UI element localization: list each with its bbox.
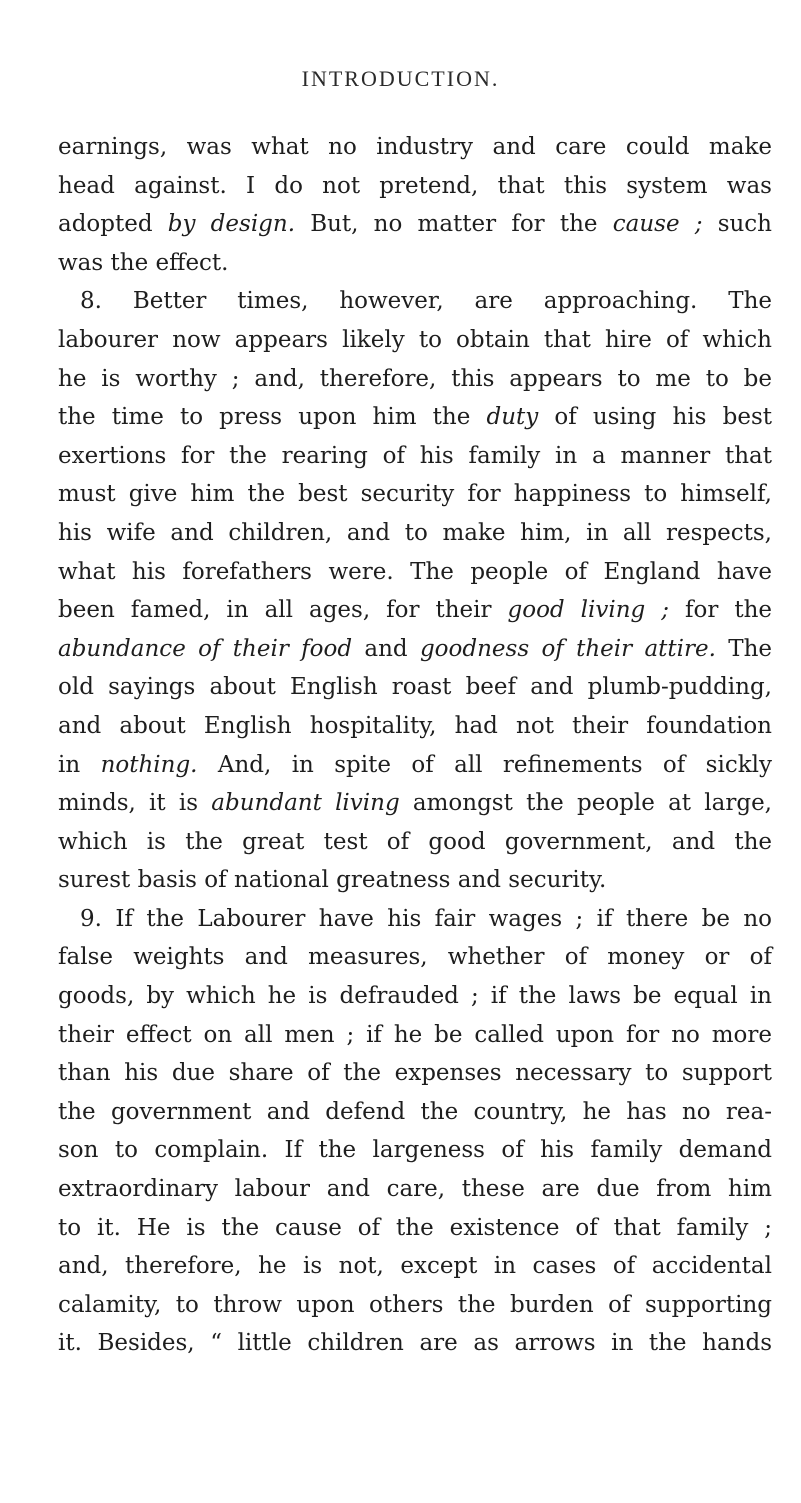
text-run: such bbox=[702, 211, 772, 238]
text-line bbox=[58, 1093, 772, 1132]
text-line bbox=[58, 823, 772, 862]
text-line bbox=[58, 668, 772, 707]
text-line bbox=[58, 514, 772, 553]
text-run: head against. I do not pretend, that this system was bbox=[58, 172, 772, 199]
text-line bbox=[58, 591, 772, 630]
text-run: the government and defend the country, he has no rea- bbox=[58, 1098, 772, 1125]
text-line bbox=[58, 1286, 772, 1325]
text-run: than his due share of the expenses necessary to support bbox=[58, 1060, 772, 1087]
text-line bbox=[58, 167, 772, 206]
text-run: exertions for the rearing of his family in a manner that bbox=[58, 442, 772, 469]
text-run: of using his best bbox=[538, 404, 772, 431]
text-line bbox=[58, 977, 772, 1016]
text-line bbox=[58, 1054, 772, 1093]
text-line bbox=[58, 784, 772, 823]
text-run: But, no matter for the bbox=[295, 211, 613, 238]
text-line bbox=[58, 360, 772, 399]
text-line bbox=[58, 630, 772, 669]
text-run: adopted bbox=[58, 211, 168, 238]
text-run: what his forefathers were. The people of England have bbox=[58, 558, 772, 585]
text-line bbox=[58, 475, 772, 514]
italic-phrase: abundance of their food bbox=[58, 635, 353, 662]
text-run: And, in spite of all refinements of sickly bbox=[197, 751, 772, 778]
text-line bbox=[58, 900, 772, 939]
text-run: The bbox=[715, 635, 773, 662]
text-run: which is the great test of good government, and the bbox=[58, 828, 772, 855]
text-run: extraordinary labour and care, these are due from him bbox=[58, 1176, 772, 1203]
text-run: it. Besides, “ little children are as arrows in the hands bbox=[58, 1330, 772, 1357]
text-run: their effect on all men ; if he be called upon for no more bbox=[58, 1021, 772, 1048]
italic-phrase: goodness of their attire. bbox=[419, 635, 716, 662]
italic-phrase: by design. bbox=[167, 211, 296, 238]
running-title: INTRODUCTION. bbox=[301, 66, 500, 91]
text-line bbox=[58, 282, 772, 321]
text-line bbox=[58, 321, 772, 360]
text-run: was the effect. bbox=[58, 249, 229, 276]
text-line bbox=[58, 553, 772, 592]
text-run: and about English hospitality, had not their foundation bbox=[58, 712, 772, 739]
text-run: son to complain. If the largeness of his family demand bbox=[58, 1137, 772, 1164]
text-line bbox=[58, 1324, 772, 1363]
text-run: minds, it is bbox=[58, 790, 212, 817]
text-line bbox=[58, 398, 772, 437]
text-run: for the bbox=[669, 597, 773, 624]
text-line bbox=[58, 437, 772, 476]
text-line bbox=[58, 938, 772, 977]
text-line bbox=[58, 128, 772, 167]
text-line bbox=[58, 746, 772, 785]
text-run: must give him the best security for happiness to himself, bbox=[58, 481, 772, 508]
italic-phrase: nothing. bbox=[100, 751, 198, 778]
text-run: his wife and children, and to make him, in all respects, bbox=[58, 519, 772, 546]
text-run: to it. He is the cause of the existence of that family ; bbox=[58, 1214, 772, 1241]
text-run: amongst the people at large, bbox=[399, 790, 772, 817]
text-run: earnings, was what no industry and care could make bbox=[58, 134, 772, 160]
text-run: and bbox=[352, 635, 420, 662]
text-run: 8. Better times, however, are approaching. The bbox=[80, 288, 772, 315]
text-run: he is worthy ; and, therefore, this appears to me to be bbox=[58, 365, 772, 392]
body-text bbox=[58, 128, 772, 1363]
text-run: the time to press upon him the bbox=[58, 404, 487, 431]
text-run: been famed, in all ages, for their bbox=[58, 597, 508, 624]
text-line bbox=[58, 244, 772, 283]
text-run: old sayings about English roast beef and plumb-pudding, bbox=[58, 674, 772, 701]
text-line bbox=[58, 1247, 772, 1286]
text-run: in bbox=[58, 751, 101, 778]
text-line bbox=[58, 861, 772, 900]
text-line bbox=[58, 1131, 772, 1170]
text-line bbox=[58, 707, 772, 746]
text-run: labourer now appears likely to obtain that hire of which bbox=[58, 326, 772, 353]
text-run: and, therefore, he is not, except in cases of accidental bbox=[58, 1253, 772, 1280]
text-run: goods, by which he is defrauded ; if the laws be equal in bbox=[58, 983, 772, 1010]
italic-phrase: abundant living bbox=[211, 790, 400, 817]
text-run: surest basis of national greatness and security. bbox=[58, 867, 607, 894]
italic-phrase: duty bbox=[486, 404, 539, 431]
text-line bbox=[58, 1170, 772, 1209]
italic-phrase: good living ; bbox=[507, 597, 669, 624]
text-line bbox=[58, 1016, 772, 1055]
text-line bbox=[58, 205, 772, 244]
italic-phrase: cause ; bbox=[612, 211, 703, 238]
text-run: 9. If the Labourer have his fair wages ; if there be no bbox=[80, 905, 772, 932]
text-run: false weights and measures, whether of money or of bbox=[58, 944, 772, 971]
text-run: calamity, to throw upon others the burden of supporting bbox=[58, 1291, 772, 1318]
text-line bbox=[58, 1209, 772, 1248]
